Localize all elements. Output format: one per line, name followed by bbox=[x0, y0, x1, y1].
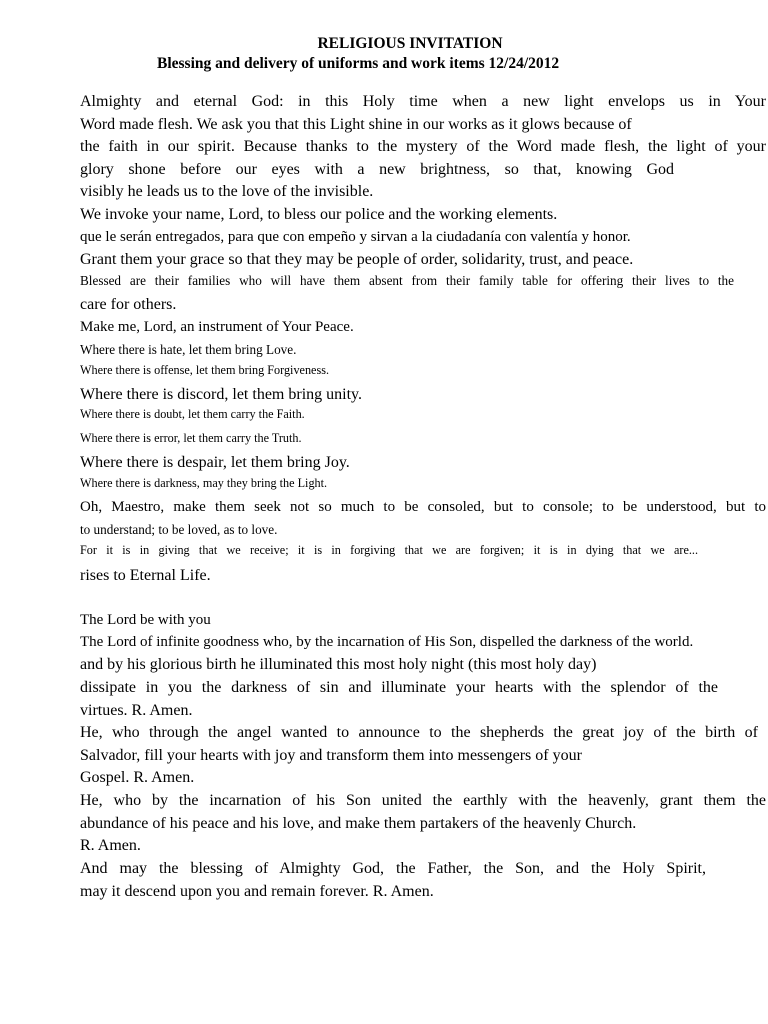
body-line: abundance of his peace and his love, and make them partakers of the heavenly Church. bbox=[80, 815, 637, 832]
body-line: rises to Eternal Life. bbox=[80, 567, 211, 584]
body-line: care for others. bbox=[80, 296, 177, 313]
body-line: to understand; to be loved, as to love. bbox=[80, 522, 278, 537]
body-line: Salvador, fill your hearts with joy and transform them into messengers of your bbox=[80, 747, 582, 764]
body-line: glory shone before our eyes with a new brightness, so that, knowing God bbox=[80, 161, 674, 178]
body-line: And may the blessing of Almighty God, the Father, the Son, and the Holy Spirit, bbox=[80, 860, 706, 877]
body-line: Where there is discord, let them bring unity. bbox=[80, 386, 362, 403]
body-line: virtues. R. Amen. bbox=[80, 702, 193, 719]
body-line: Almighty and eternal God: in this Holy time when a new light envelops us in Your bbox=[80, 93, 766, 110]
body-line: We invoke your name, Lord, to bless our police and the working elements. bbox=[80, 206, 558, 223]
body-line: Where there is despair, let them bring Joy. bbox=[80, 454, 350, 471]
body-line: dissipate in you the darkness of sin and illuminate your hearts with the splendor of the bbox=[80, 679, 718, 696]
document-subtitle: Blessing and delivery of uniforms and work items 12/24/2012 bbox=[157, 55, 560, 72]
body-line: Word made flesh. We ask you that this Light shine in our works as it glows because of bbox=[80, 116, 632, 133]
body-line: The Lord of infinite goodness who, by the incarnation of His Son, dispelled the darkness of the world. bbox=[80, 634, 694, 650]
body-line: visibly he leads us to the love of the invisible. bbox=[80, 183, 374, 200]
body-line: Where there is error, let them carry the Truth. bbox=[80, 431, 302, 445]
body-line: The Lord be with you bbox=[80, 612, 211, 628]
body-line: Gospel. R. Amen. bbox=[80, 769, 195, 786]
body-line: Oh, Maestro, make them seek not so much to be consoled, but to console; to be understood, but to bbox=[80, 499, 766, 515]
body-line: Where there is hate, let them bring Love. bbox=[80, 342, 297, 357]
body-line: may it descend upon you and remain forever. R. Amen. bbox=[80, 883, 434, 900]
body-line: Where there is offense, let them bring Forgiveness. bbox=[80, 363, 329, 377]
body-line: Where there is doubt, let them carry the Faith. bbox=[80, 407, 305, 421]
body-line: He, who by the incarnation of his Son united the earthly with the heavenly, grant them the bbox=[80, 792, 766, 809]
body-line: Where there is darkness, may they bring the Light. bbox=[80, 476, 328, 490]
body-line: R. Amen. bbox=[80, 837, 141, 854]
body-line: Make me, Lord, an instrument of Your Peace. bbox=[80, 319, 354, 335]
body-line: and by his glorious birth he illuminated this most holy night (this most holy day) bbox=[80, 656, 597, 673]
document-title: RELIGIOUS INVITATION bbox=[317, 35, 503, 52]
body-line: the faith in our spirit. Because thanks to the mystery of the Word made flesh, the light of your bbox=[80, 138, 766, 155]
body-line: Blessed are their families who will have them absent from their family table for offering their lives to the bbox=[80, 273, 734, 288]
body-line: Grant them your grace so that they may be people of order, solidarity, trust, and peace. bbox=[80, 251, 634, 268]
body-line: For it is in giving that we receive; it is in forgiving that we are forgiven; it is in dying that we are... bbox=[80, 543, 698, 557]
body-line: que le serán entregados, para que con empeño y sirvan a la ciudadanía con valentía y honor. bbox=[80, 229, 631, 245]
body-line: He, who through the angel wanted to announce to the shepherds the great joy of the birth of bbox=[80, 724, 758, 741]
